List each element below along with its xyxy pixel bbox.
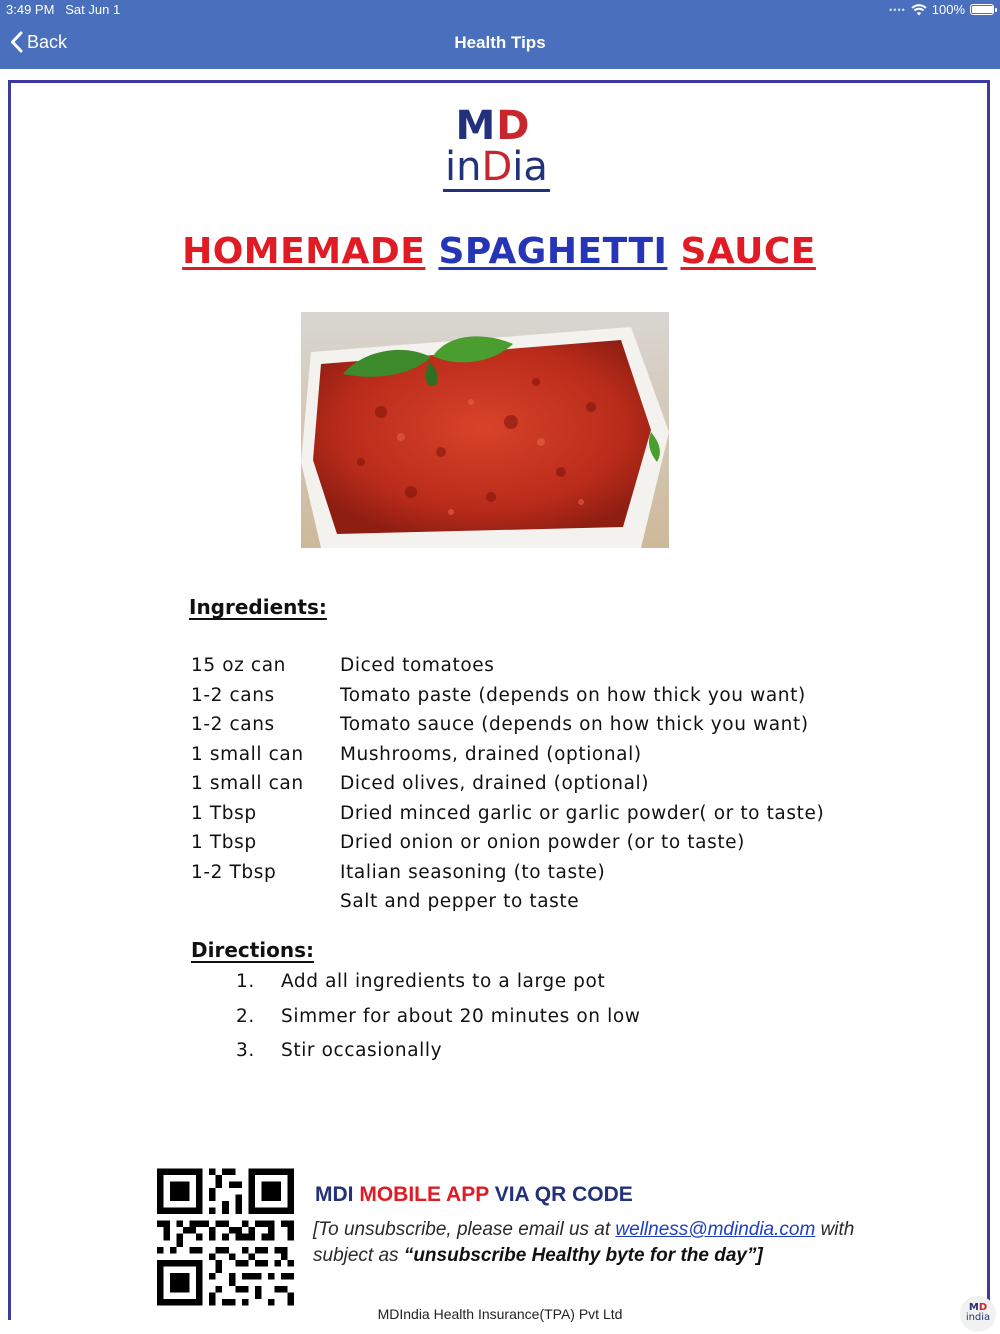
- ingredient-qty: 1 small can: [191, 743, 304, 765]
- ingredient-item: Dried onion or onion powder (or to taste): [340, 832, 745, 853]
- direction-step: [236, 1006, 836, 1041]
- mdindia-badge-icon[interactable]: MD india: [960, 1296, 996, 1332]
- ingredient-row: [191, 773, 891, 803]
- directions-list: [236, 971, 836, 1075]
- logo-india: inDia: [445, 144, 548, 190]
- step-text: Stir occasionally: [281, 1040, 443, 1061]
- direction-step: [236, 1040, 836, 1075]
- ingredient-item: Italian seasoning (to taste): [340, 861, 606, 883]
- step-number: 2.: [236, 1005, 255, 1027]
- status-time-date: [6, 2, 120, 17]
- recipe-title: [11, 231, 987, 272]
- ingredient-qty: 15 oz can: [191, 655, 286, 676]
- health-tip-poster[interactable]: [8, 80, 990, 1320]
- title-word-spaghetti: SPAGHETTI: [438, 231, 668, 272]
- page-title: Health Tips: [454, 33, 546, 52]
- ingredient-qty: 1-2 cans: [191, 714, 275, 735]
- battery-icon: [970, 4, 994, 15]
- ingredient-row: [191, 803, 891, 833]
- ingredient-item: Tomato sauce (depends on how thick you want): [340, 714, 809, 735]
- ingredient-row: [191, 655, 891, 685]
- status-indicators: [889, 2, 994, 17]
- navigation-bar: [0, 0, 1000, 69]
- ingredient-item: Diced tomatoes: [340, 655, 495, 676]
- ingredient-row: [191, 832, 891, 862]
- ingredient-qty: 1-2 cans: [191, 684, 275, 706]
- footer-company-name: MDIndia Health Insurance(TPA) Pvt Ltd: [377, 1306, 623, 1322]
- step-number: 3.: [236, 1040, 255, 1061]
- status-time: 3:49 PM: [6, 2, 55, 17]
- direction-step: [236, 971, 836, 1006]
- ingredient-row: [191, 891, 891, 921]
- ingredient-qty: 1-2 Tbsp: [191, 861, 277, 883]
- battery-percent: 100%: [931, 2, 965, 17]
- unsubscribe-note: [To unsubscribe, please email us at wellness@mdindia.com with subject as “unsubscribe Healthy byte for the day”]: [313, 1219, 855, 1266]
- step-number: 1.: [236, 971, 255, 992]
- ingredient-item: Diced olives, drained (optional): [340, 773, 650, 794]
- title-word-sauce: SAUCE: [680, 231, 816, 272]
- ingredient-qty: 1 Tbsp: [191, 802, 257, 824]
- status-date: Sat Jun 1: [65, 2, 121, 17]
- ingredient-item: Mushrooms, drained (optional): [340, 743, 642, 765]
- ingredient-qty: 1 small can: [191, 773, 304, 794]
- ingredient-row: [191, 744, 891, 774]
- step-text: Add all ingredients to a large pot: [281, 971, 606, 992]
- wifi-icon: [911, 4, 927, 16]
- ingredient-row: [191, 685, 891, 715]
- logo-md: MD: [455, 103, 531, 149]
- unsubscribe-email-link[interactable]: wellness@mdindia.com: [615, 1219, 816, 1240]
- ingredient-row: [191, 714, 891, 744]
- ingredient-row: [191, 862, 891, 892]
- ingredient-item: Dried minced garlic or garlic powder( or to taste): [340, 802, 825, 824]
- spaghetti-sauce-photo: [301, 312, 669, 548]
- directions-heading: Directions:: [191, 938, 315, 962]
- ingredient-item: Salt and pepper to taste: [340, 891, 580, 912]
- signal-dots-icon: ••••: [889, 4, 906, 15]
- qr-code-icon: [157, 1167, 294, 1307]
- battery-fill: [972, 6, 994, 13]
- ingredients-list: [191, 655, 891, 921]
- mdindia-logo: [443, 103, 548, 192]
- step-text: Simmer for about 20 minutes on low: [281, 1005, 641, 1027]
- ingredients-heading: Ingredients:: [189, 595, 327, 619]
- title-word-homemade: HOMEMADE: [182, 231, 426, 272]
- ingredient-item: Tomato paste (depends on how thick you want): [340, 684, 806, 706]
- ingredient-qty: 1 Tbsp: [191, 832, 257, 853]
- qr-section-title: MDI MOBILE APP VIA QR CODE: [315, 1183, 633, 1206]
- back-label: Back: [27, 31, 68, 52]
